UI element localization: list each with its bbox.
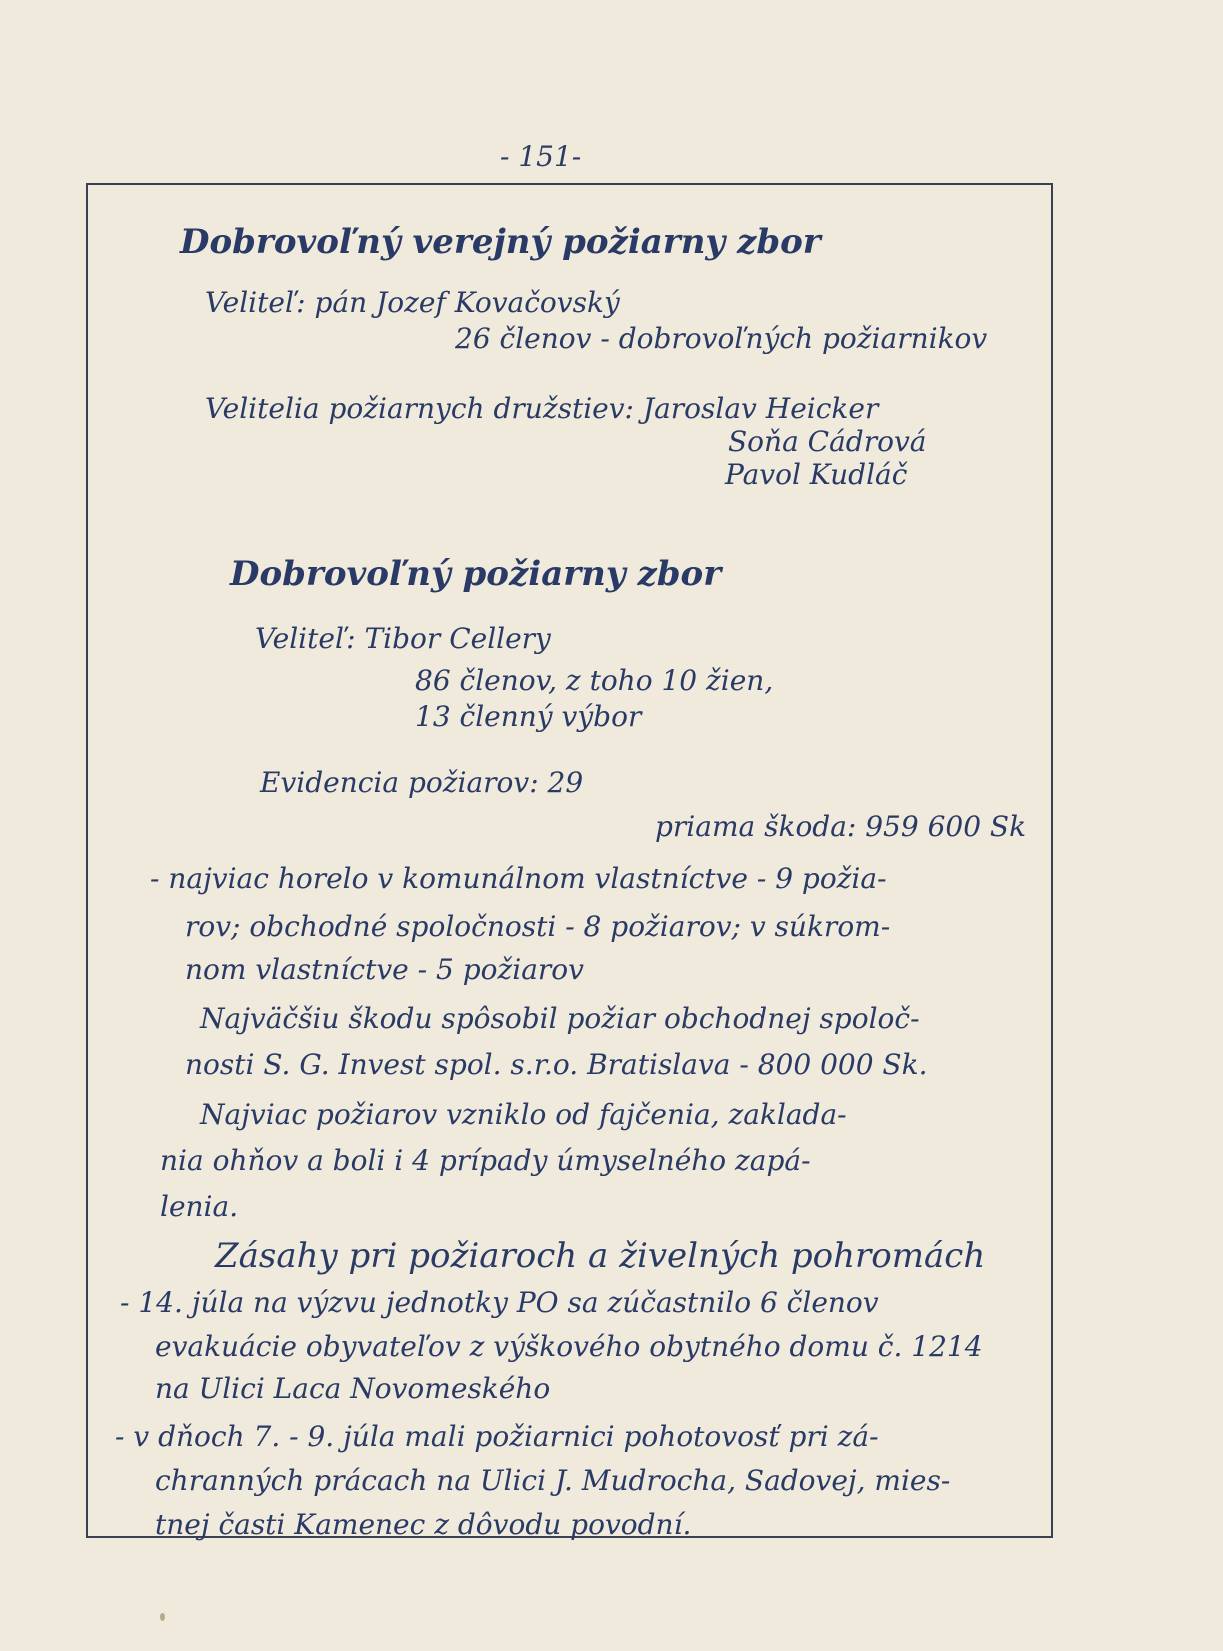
squad-leaders-line: Velitelia požiarnych družstiev: Jaroslav Heicker: [205, 392, 879, 425]
fire-records-line: Evidencia požiarov: 29: [260, 766, 584, 799]
paper-speck: [160, 1613, 165, 1621]
paragraph-5-line-1: - v dňoch 7. - 9. júla mali požiarnici pohotovosť pri zá-: [115, 1420, 879, 1453]
members-line-2: 86 členov, z toho 10 žien,: [415, 664, 774, 697]
squad-leader-2: Soňa Cádrová: [728, 425, 927, 458]
paragraph-2-line-2: nosti S. G. Invest spol. s.r.o. Bratislava - 800 000 Sk.: [185, 1048, 928, 1081]
heading-volunteer-fire-brigade: Dobrovoľný požiarny zbor: [230, 554, 722, 594]
page-number: - 151-: [500, 140, 582, 173]
squad-leader-3: Pavol Kudláč: [725, 458, 908, 491]
heading-interventions: Zásahy pri požiaroch a živelných pohromách: [215, 1236, 986, 1276]
commander-line-2: Veliteľ: Tibor Cellery: [255, 622, 551, 655]
paragraph-1-line-3: nom vlastníctve - 5 požiarov: [185, 953, 584, 986]
paragraph-3-line-3: lenia.: [160, 1190, 239, 1223]
paragraph-4-line-1: - 14. júla na výzvu jednotky PO sa zúčastnilo 6 členov: [120, 1286, 879, 1319]
direct-damage-line: priama škoda: 959 600 Sk: [655, 810, 1027, 843]
paragraph-3-line-2: nia ohňov a boli i 4 prípady úmyselného zapá-: [160, 1144, 811, 1177]
commander-line-1: Veliteľ: pán Jozef Kovačovský: [205, 286, 620, 319]
paragraph-3-line-1: Najviac požiarov vzniklo od fajčenia, zaklada-: [200, 1098, 847, 1131]
members-line-1: 26 členov - dobrovoľných požiarnikov: [455, 322, 988, 355]
paragraph-4-line-2: evakuácie obyvateľov z výškového obytného domu č. 1214: [155, 1330, 983, 1363]
paragraph-2-line-1: Najväčšiu škodu spôsobil požiar obchodnej spoloč-: [200, 1002, 920, 1035]
paragraph-4-line-3: na Ulici Laca Novomeského: [155, 1372, 551, 1405]
committee-line: 13 členný výbor: [415, 700, 642, 733]
paragraph-1-line-1: - najviac horelo v komunálnom vlastníctve - 9 požia-: [150, 862, 887, 895]
paragraph-5-line-3: tnej časti Kamenec z dôvodu povodní.: [155, 1508, 692, 1541]
heading-volunteer-public-fire-brigade: Dobrovoľný verejný požiarny zbor: [180, 222, 821, 262]
paragraph-1-line-2: rov; obchodné spoločnosti - 8 požiarov; v súkrom-: [185, 910, 891, 943]
paragraph-5-line-2: chranných prácach na Ulici J. Mudrocha, Sadovej, mies-: [155, 1464, 951, 1497]
